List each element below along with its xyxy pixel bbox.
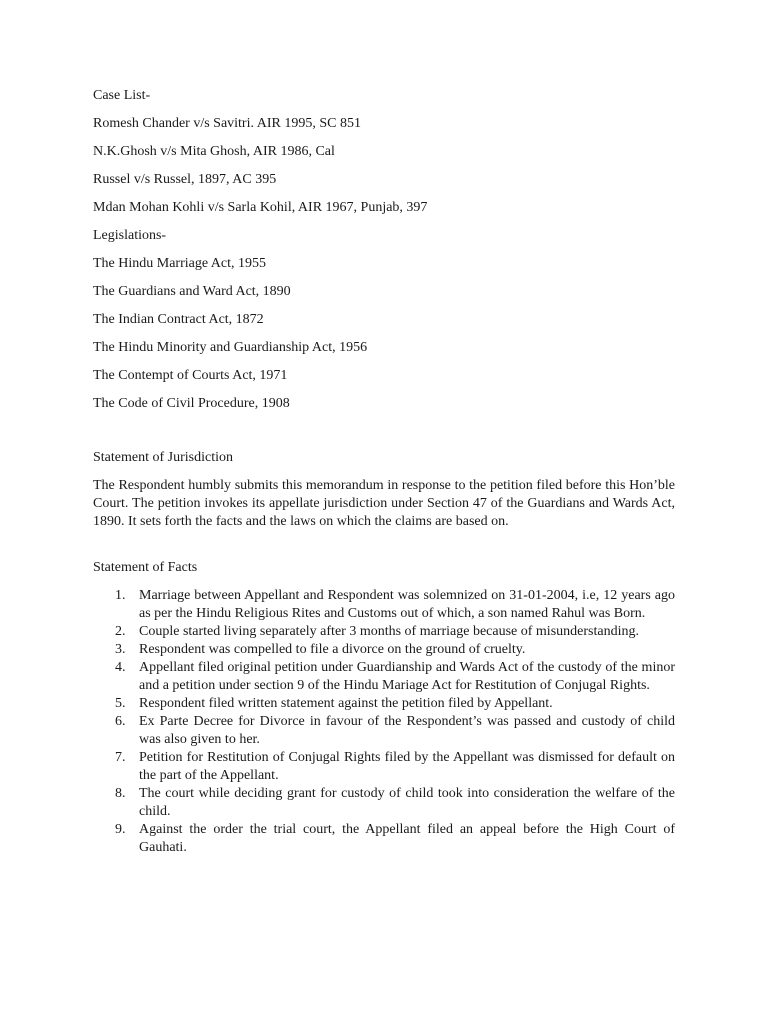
list-item-text: Appellant filed original petition under Guardianship and Wards Act of the custody of the minor and a petition under section 9 of the Hindu Mariage Act for Restitution of Conjugal Rights. xyxy=(139,660,675,693)
list-item xyxy=(93,659,675,695)
legislations-heading: Legislations- xyxy=(93,228,167,243)
list-number: 7. xyxy=(115,750,126,765)
list-item-text: Ex Parte Decree for Divorce in favour of the Respondent’s was passed and custody of child was also given to her. xyxy=(139,714,675,747)
list-item-text: The court while deciding grant for custody of child took into consideration the welfare of the child. xyxy=(139,786,675,819)
list-item-text: Petition for Restitution of Conjugal Rights filed by the Appellant was dismissed for default on the part of the Appellant. xyxy=(139,750,675,783)
legislation-item: The Indian Contract Act, 1872 xyxy=(93,312,264,327)
list-item xyxy=(93,587,675,623)
list-number: 5. xyxy=(115,696,126,711)
list-number: 1. xyxy=(115,588,126,603)
list-item xyxy=(93,623,675,641)
list-number: 4. xyxy=(115,660,126,675)
legislation-item: The Hindu Minority and Guardianship Act, 1956 xyxy=(93,340,368,355)
list-item xyxy=(93,641,675,659)
list-number: 8. xyxy=(115,786,126,801)
list-number: 2. xyxy=(115,624,126,639)
facts-list xyxy=(93,587,675,857)
list-number: 3. xyxy=(115,642,126,657)
legislation-item: The Code of Civil Procedure, 1908 xyxy=(93,396,290,411)
jurisdiction-heading: Statement of Jurisdiction xyxy=(93,450,233,465)
case-item: N.K.Ghosh v/s Mita Ghosh, AIR 1986, Cal xyxy=(93,144,335,159)
list-number: 9. xyxy=(115,822,126,837)
legislation-item: The Hindu Marriage Act, 1955 xyxy=(93,256,267,271)
list-item xyxy=(93,713,675,749)
list-item-text: Couple started living separately after 3 months of marriage because of misunderstanding. xyxy=(139,624,639,639)
legislation-item: The Guardians and Ward Act, 1890 xyxy=(93,284,291,299)
list-item-text: Respondent filed written statement against the petition filed by Appellant. xyxy=(139,696,553,711)
facts-heading: Statement of Facts xyxy=(93,560,198,575)
case-item: Mdan Mohan Kohli v/s Sarla Kohil, AIR 1967, Punjab, 397 xyxy=(93,200,428,215)
list-item-text: Against the order the trial court, the Appellant filed an appeal before the High Court of Gauhati. xyxy=(139,822,675,855)
list-item xyxy=(93,695,675,713)
list-item xyxy=(93,821,675,857)
case-item: Romesh Chander v/s Savitri. AIR 1995, SC 851 xyxy=(93,116,361,131)
list-item xyxy=(93,749,675,785)
jurisdiction-paragraph: The Respondent humbly submits this memorandum in response to the petition filed before this Hon’ble Court. The petition invokes its appellate jurisdiction under Section 47 of the Guardians and Wards Act, 1890. It sets forth the facts and the laws on which the claims are based on. xyxy=(93,478,675,529)
list-item-text: Marriage between Appellant and Respondent was solemnized on 31-01-2004, i.e, 12 years ago as per the Hindu Religious Rites and Customs out of which, a son named Rahul was Born. xyxy=(139,588,675,621)
list-item-text: Respondent was compelled to file a divorce on the ground of cruelty. xyxy=(139,642,526,657)
legislation-item: The Contempt of Courts Act, 1971 xyxy=(93,368,288,383)
list-number: 6. xyxy=(115,714,126,729)
case-item: Russel v/s Russel, 1897, AC 395 xyxy=(93,172,277,187)
list-item xyxy=(93,785,675,821)
case-list-heading: Case List- xyxy=(93,88,151,103)
